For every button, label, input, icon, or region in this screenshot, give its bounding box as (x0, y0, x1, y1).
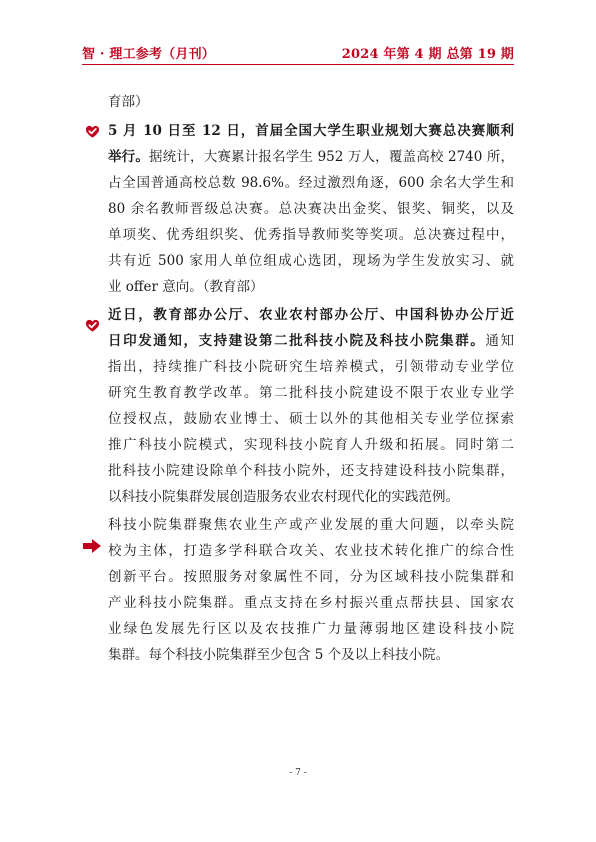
item-1-line-5: 单项奖、优秀组织奖、优秀指导教师奖等奖项。总决赛过程中， (108, 227, 514, 243)
journal-title: 智 · 理工参考（月刊） (82, 47, 215, 62)
check-heart-icon (85, 318, 100, 333)
item-2-line-3: 指出，持续推广科技小院研究生培养模式，引领带动专业学位 (108, 359, 514, 375)
item-2-line-6: 推广科技小院模式，实现科技小院育人升级和拓展。同时第二 (108, 437, 514, 453)
item-2-line-7: 批科技小院建设除单个科技小院外，还支持建设科技小院集群， (108, 463, 514, 479)
item-3-line-4: 产业科技小院集群。重点支持在乡村振兴重点帮扶县、国家农 (108, 595, 514, 611)
item-2-line-5: 位授权点，鼓励农业博士、硕士以外的其他相关专业学位探索 (108, 411, 514, 427)
item-1-line-2-rest: 据统计，大赛累计报名学生 952 万人，覆盖高校 2740 所， (149, 149, 514, 165)
arrow-right-icon (83, 539, 101, 553)
item-3-line-6: 集群。每个科技小院集群至少包含 5 个及以上科技小院。 (108, 647, 450, 663)
item-1-line-6: 共有近 500 家用人单位组成心选团，现场为学生发放实习、就 (108, 253, 514, 269)
item-1-line-3: 占全国普通高校总数 98.6%。经过激烈角逐，600 余名大学生和 (108, 175, 514, 191)
issue-number: 2024 年第 4 期 总第 19 期 (341, 47, 514, 62)
item-3-line-2: 校为主体，打造多学科联合攻关、农业技术转化推广的综合性 (108, 543, 514, 559)
item-1-bold-tail: 举行。 (108, 149, 150, 165)
item-2-line-1: 近日，教育部办公厅、农业农村部办公厅、中国科协办公厅近 (108, 307, 514, 323)
item-1-line-2 (108, 145, 514, 169)
item-1-line-4: 80 余名教师晋级总决赛。总决赛决出金奖、银奖、铜奖，以及 (108, 201, 514, 217)
page-header (82, 41, 514, 61)
item-3-line-1: 科技小院集群聚焦农业生产或产业发展的重大问题，以牵头院 (108, 517, 514, 533)
check-heart-icon (85, 124, 100, 139)
item-2-line-8: 以科技小院集群发展创造服务农业农村现代化的实践范例。 (108, 489, 459, 505)
item-2-line-2 (108, 329, 514, 353)
page-number: - 7 - (289, 768, 307, 778)
item-2-line-4: 研究生教育教学改革。第二批科技小院建设不限于农业专业学 (108, 385, 514, 401)
continued-text: 育部） (108, 94, 149, 110)
item-1-line-7: 业 offer 意向。（教育部） (108, 279, 264, 295)
item-1-line-1: 5 月 10 日至 12 日，首届全国大学生职业规划大赛总决赛顺利 (108, 123, 514, 139)
item-3-line-3: 创新平台。按照服务对象属性不同，分为区域科技小院集群和 (108, 569, 514, 585)
item-3-line-5: 业绿色发展先行区以及农技推广力量薄弱地区建设科技小院 (108, 621, 514, 637)
header-divider (82, 64, 514, 65)
item-2-line-2-rest: 通知 (485, 333, 515, 349)
item-2-bold-tail: 日印发通知，支持建设第二批科技小院及科技小院集群。 (108, 333, 486, 349)
